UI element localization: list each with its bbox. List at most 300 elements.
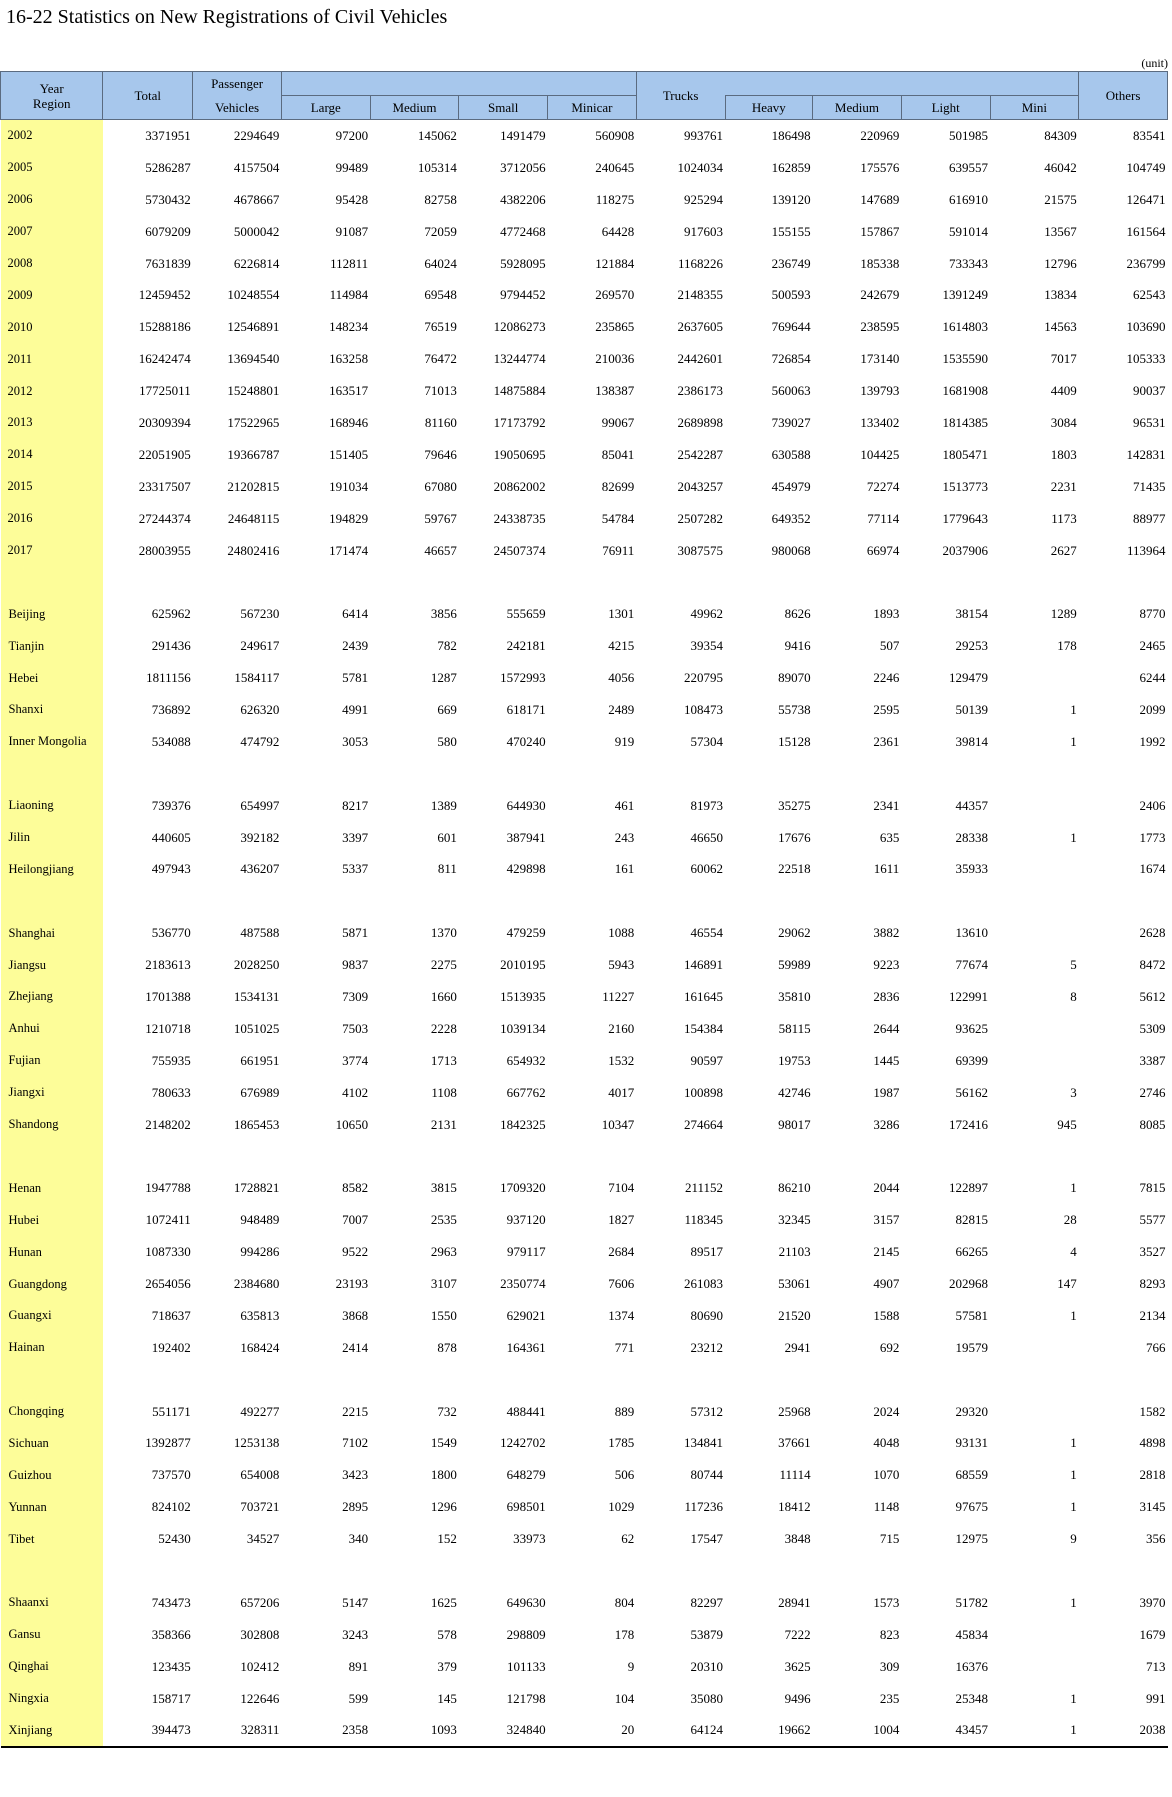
table-cell: 1573	[873, 1594, 900, 1610]
table-cell: 33973	[513, 1531, 546, 1547]
table-cell: 2654056	[145, 1276, 191, 1291]
table-cell: 46042	[1044, 159, 1077, 175]
table-cell: 713	[1146, 1658, 1166, 1674]
table-cell: 28	[1063, 1212, 1077, 1228]
row-label: Chongqing	[1, 1396, 103, 1428]
spacer-cell	[103, 885, 193, 917]
table-body	[1, 120, 1168, 1748]
table-row	[1, 1332, 1168, 1364]
spacer-cell	[813, 885, 902, 917]
table-cell: 93131	[955, 1435, 989, 1451]
table-row	[1, 343, 1168, 375]
spacer-cell	[901, 758, 990, 790]
table-row	[1, 1013, 1168, 1045]
table-cell: 35275	[778, 797, 811, 813]
table-cell	[990, 853, 1079, 885]
table-cell: 4409	[1050, 383, 1077, 399]
spacer-row	[1, 758, 1168, 790]
table-cell: 379	[437, 1658, 457, 1674]
table-cell: 1842325	[500, 1116, 546, 1132]
table-cell: 14563	[1044, 319, 1077, 335]
table-cell: 97675	[955, 1499, 989, 1515]
table-cell: 62543	[1133, 287, 1166, 303]
table-cell: 122991	[949, 988, 989, 1004]
table-cell: 242679	[860, 287, 900, 303]
table-cell: 104	[614, 1690, 635, 1706]
table-cell: 1588	[873, 1307, 900, 1323]
spacer-row	[1, 1364, 1168, 1396]
spacer-cell	[370, 1364, 459, 1396]
table-cell: 2941	[784, 1339, 811, 1355]
table-row	[1, 1683, 1168, 1715]
table-cell: 161564	[1126, 223, 1166, 239]
table-cell: 979117	[507, 1244, 546, 1260]
registrations-table	[0, 71, 1168, 1748]
table-cell: 324840	[459, 1715, 548, 1748]
table-cell: 32345	[778, 1212, 811, 1228]
table-cell: 1242702	[500, 1435, 546, 1451]
spacer-cell	[103, 1364, 193, 1396]
table-cell: 925294	[684, 191, 724, 207]
row-label: Guizhou	[1, 1459, 103, 1491]
table-cell: 4	[1070, 1244, 1077, 1260]
table-cell: 62	[621, 1531, 635, 1547]
table-cell: 736892	[151, 701, 191, 717]
table-cell: 121884	[595, 255, 635, 271]
table-cell: 172416	[949, 1116, 989, 1132]
table-cell: 2627	[1050, 542, 1077, 558]
table-cell: 500593	[771, 287, 811, 303]
table-cell: 804	[614, 1594, 635, 1610]
table-cell: 67080	[424, 478, 457, 494]
table-cell: 123435	[151, 1658, 191, 1674]
spacer-cell	[548, 1141, 637, 1173]
table-cell: 891	[348, 1658, 369, 1674]
table-cell: 64024	[424, 255, 457, 271]
spacer-cell	[1079, 758, 1168, 790]
table-row	[1, 1651, 1168, 1683]
table-cell: 99067	[601, 414, 635, 430]
table-cell: 5612	[1139, 988, 1166, 1004]
table-cell: 4157504	[233, 159, 280, 175]
table-cell: 298809	[506, 1626, 546, 1642]
table-cell: 4898	[1139, 1435, 1166, 1451]
table-cell: 1391249	[942, 287, 989, 303]
table-cell: 1779643	[942, 510, 989, 526]
table-cell: 811	[437, 861, 457, 877]
table-row	[1, 503, 1168, 535]
table-cell: 1660	[430, 988, 457, 1004]
table-cell: 236749	[771, 255, 811, 271]
table-cell: 178	[1057, 638, 1077, 654]
table-cell: 118345	[684, 1212, 724, 1228]
table-cell: 7007	[342, 1212, 369, 1228]
table-cell: 1513773	[942, 478, 989, 494]
table-row	[1, 949, 1168, 981]
table-cell: 2818	[1139, 1467, 1166, 1483]
table-cell: 20309394	[138, 414, 191, 430]
table-row	[1, 1523, 1168, 1555]
table-cell: 21575	[1044, 191, 1077, 207]
table-cell: 1893	[873, 606, 900, 622]
table-cell: 5928095	[500, 255, 546, 271]
table-cell: 129479	[949, 670, 989, 686]
table-cell: 9794452	[500, 287, 546, 303]
table-cell: 2386173	[677, 383, 724, 399]
table-cell: 766	[1146, 1339, 1166, 1355]
table-cell: 1803	[1050, 446, 1077, 462]
header-large: Large	[281, 96, 370, 120]
table-cell: 7222	[784, 1626, 811, 1642]
table-cell: 2895	[342, 1499, 369, 1515]
table-cell: 118275	[595, 191, 635, 207]
table-cell: 3397	[342, 829, 369, 845]
table-cell: 79646	[424, 446, 457, 462]
spacer-cell	[1079, 1555, 1168, 1587]
table-cell	[990, 1045, 1079, 1077]
table-cell: 269570	[595, 287, 635, 303]
table-cell: 80744	[690, 1467, 724, 1483]
row-label: Guangdong	[1, 1268, 103, 1300]
table-cell: 948489	[240, 1212, 280, 1228]
table-cell: 147	[1057, 1276, 1077, 1291]
table-cell: 2145	[873, 1244, 900, 1260]
table-cell: 2231	[1050, 478, 1077, 494]
table-cell: 1029	[608, 1499, 635, 1515]
table-cell: 37661	[778, 1435, 811, 1451]
table-cell: 3286	[873, 1116, 900, 1132]
row-label: Yunnan	[1, 1491, 103, 1523]
table-cell: 192402	[151, 1339, 191, 1355]
table-cell: 163517	[329, 383, 369, 399]
table-row	[1, 407, 1168, 439]
table-cell	[990, 1396, 1079, 1428]
table-cell: 1	[1070, 1467, 1077, 1483]
table-cell: 1	[1070, 1435, 1077, 1451]
table-cell: 113964	[1126, 542, 1166, 558]
table-cell: 1572993	[500, 670, 546, 686]
spacer-cell	[725, 1555, 813, 1587]
row-label: 2015	[1, 471, 103, 503]
spacer-cell	[103, 566, 193, 598]
row-label: Liaoning	[1, 790, 103, 822]
table-cell: 1535590	[942, 351, 989, 367]
spacer-cell	[370, 566, 459, 598]
table-cell: 72274	[866, 478, 900, 494]
table-cell: 121798	[506, 1690, 546, 1706]
spacer-cell	[636, 566, 725, 598]
table-cell: 1173	[1051, 510, 1077, 526]
spacer-cell	[990, 1141, 1079, 1173]
table-cell: 1532	[608, 1052, 635, 1068]
table-cell: 49962	[690, 606, 724, 622]
table-cell: 164361	[506, 1339, 546, 1355]
table-cell: 1709320	[500, 1180, 546, 1196]
table-cell: 46554	[690, 925, 724, 941]
table-cell: 629021	[506, 1307, 546, 1323]
spacer-cell	[548, 885, 637, 917]
table-cell: 145062	[417, 127, 457, 143]
table-cell: 917603	[684, 223, 724, 239]
table-cell: 235	[879, 1690, 900, 1706]
table-cell: 991	[1146, 1690, 1166, 1706]
table-cell: 3712056	[500, 159, 546, 175]
table-cell: 3970	[1139, 1594, 1166, 1610]
table-cell: 2148355	[677, 287, 724, 303]
table-cell: 80690	[690, 1307, 724, 1323]
table-cell: 1088	[608, 925, 635, 941]
table-cell: 19662	[725, 1715, 813, 1748]
table-cell: 3243	[342, 1626, 369, 1642]
table-cell: 39354	[690, 638, 724, 654]
spacer-cell	[725, 1364, 813, 1396]
table-cell: 1549	[430, 1435, 457, 1451]
table-cell: 436207	[240, 861, 280, 877]
table-cell: 2358	[281, 1715, 370, 1748]
table-cell: 97200	[335, 127, 369, 143]
table-cell: 2010195	[500, 957, 546, 973]
spacer-cell	[636, 1555, 725, 1587]
table-row	[1, 471, 1168, 503]
table-cell: 474792	[240, 733, 280, 749]
table-cell: 3882	[873, 925, 900, 941]
spacer-cell	[548, 1364, 637, 1396]
spacer-cell	[459, 1141, 548, 1173]
table-cell: 1296	[430, 1499, 457, 1515]
table-cell: 1805471	[942, 446, 989, 462]
table-cell: 155155	[771, 223, 811, 239]
table-cell: 147689	[860, 191, 900, 207]
table-cell: 76472	[424, 351, 457, 367]
table-cell: 7631839	[145, 255, 191, 271]
table-cell: 58115	[778, 1020, 811, 1036]
table-cell: 4102	[342, 1084, 369, 1100]
table-cell: 3087575	[677, 542, 724, 558]
table-cell: 2406	[1139, 797, 1166, 813]
table-cell: 1992	[1139, 733, 1166, 749]
table-cell	[990, 1332, 1079, 1364]
table-cell: 5730432	[145, 191, 191, 207]
table-row	[1, 598, 1168, 630]
table-cell: 20310	[690, 1658, 724, 1674]
table-cell: 461	[614, 797, 635, 813]
table-cell: 2414	[342, 1339, 369, 1355]
row-label: Inner Mongolia	[1, 726, 103, 758]
table-cell: 13567	[1044, 223, 1077, 239]
table-cell: 6414	[342, 606, 369, 622]
table-cell: 122897	[949, 1180, 989, 1196]
table-cell: 6226814	[233, 255, 280, 271]
table-cell: 11227	[602, 988, 635, 1004]
table-cell: 6244	[1139, 670, 1166, 686]
table-cell: 90597	[690, 1052, 724, 1068]
table-cell: 20	[548, 1715, 637, 1748]
spacer-row	[1, 885, 1168, 917]
table-cell: 889	[614, 1403, 635, 1419]
table-cell: 18412	[778, 1499, 811, 1515]
header-total: Total	[103, 72, 193, 120]
table-cell: 14875884	[493, 383, 546, 399]
spacer-cell	[193, 1141, 282, 1173]
table-cell: 1	[1070, 1307, 1077, 1323]
row-label: Jiangsu	[1, 949, 103, 981]
table-cell: 9223	[873, 957, 900, 973]
spacer-cell	[636, 758, 725, 790]
table-cell: 29253	[955, 638, 989, 654]
table-cell: 9837	[342, 957, 369, 973]
row-label: 2002	[1, 120, 103, 152]
table-cell: 5871	[342, 925, 369, 941]
table-cell: 2689898	[677, 414, 724, 430]
table-cell: 560908	[595, 127, 635, 143]
table-cell: 536770	[151, 925, 191, 941]
table-cell: 8770	[1139, 606, 1166, 622]
table-cell: 81973	[690, 797, 724, 813]
table-cell: 13834	[1044, 287, 1077, 303]
table-cell: 52430	[158, 1531, 191, 1547]
table-row	[1, 120, 1168, 152]
spacer-cell	[1, 1555, 103, 1587]
table-cell: 16242474	[138, 351, 191, 367]
table-cell: 7102	[342, 1435, 369, 1451]
table-cell: 102412	[240, 1658, 280, 1674]
table-cell: 2038	[1079, 1715, 1168, 1748]
table-cell: 626320	[240, 701, 280, 717]
spacer-cell	[281, 1555, 370, 1587]
table-row	[1, 662, 1168, 694]
table-cell: 506	[614, 1467, 635, 1483]
table-cell: 12459452	[138, 287, 191, 303]
table-cell: 39814	[955, 733, 989, 749]
table-cell: 2442601	[677, 351, 724, 367]
spacer-cell	[813, 1364, 902, 1396]
header-medium: Medium	[370, 96, 459, 120]
spacer-cell	[725, 758, 813, 790]
table-cell: 9416	[784, 638, 811, 654]
table-cell: 1024034	[677, 159, 724, 175]
table-cell: 2294649	[233, 127, 280, 143]
table-cell: 2637605	[677, 319, 724, 335]
table-cell: 1491479	[500, 127, 546, 143]
table-cell: 2024	[873, 1403, 900, 1419]
table-row	[1, 375, 1168, 407]
row-label: 2007	[1, 216, 103, 248]
table-row	[1, 1204, 1168, 1236]
spacer-row	[1, 566, 1168, 598]
table-cell: 2465	[1139, 638, 1166, 654]
table-cell: 718637	[151, 1307, 191, 1323]
table-cell: 76911	[602, 542, 635, 558]
table-cell: 8293	[1139, 1276, 1166, 1291]
table-cell: 737570	[151, 1467, 191, 1483]
table-row	[1, 630, 1168, 662]
row-label: 2006	[1, 184, 103, 216]
table-cell: 2183613	[145, 957, 191, 973]
spacer-cell	[1, 566, 103, 598]
table-cell: 823	[879, 1626, 900, 1642]
spacer-cell	[459, 566, 548, 598]
table-cell: 2043257	[677, 478, 724, 494]
row-label: 2014	[1, 439, 103, 471]
table-cell: 99489	[335, 159, 369, 175]
table-cell: 2275	[430, 957, 457, 973]
table-cell: 1	[1070, 733, 1077, 749]
row-label: 2009	[1, 279, 103, 311]
spacer-cell	[813, 1141, 902, 1173]
table-row	[1, 152, 1168, 184]
table-cell: 1	[1070, 1180, 1077, 1196]
table-cell: 220795	[684, 670, 724, 686]
table-cell: 440605	[151, 829, 191, 845]
table-cell: 8626	[784, 606, 811, 622]
table-cell: 2228	[430, 1020, 457, 1036]
table-cell: 2134	[1139, 1307, 1166, 1323]
table-cell: 66265	[955, 1244, 989, 1260]
table-cell: 105333	[1126, 351, 1166, 367]
table-cell: 17725011	[139, 383, 191, 399]
table-cell: 1679	[1139, 1626, 1166, 1642]
table-cell: 53879	[690, 1626, 724, 1642]
table-cell: 1253138	[233, 1435, 280, 1451]
table-cell: 2384680	[233, 1276, 280, 1291]
spacer-cell	[281, 885, 370, 917]
table-cell: 10347	[601, 1116, 635, 1132]
table-cell: 28941	[778, 1594, 811, 1610]
table-row	[1, 1045, 1168, 1077]
table-cell: 154384	[684, 1020, 724, 1036]
table-cell: 220969	[860, 127, 900, 143]
table-row	[1, 1396, 1168, 1428]
table-cell: 57581	[955, 1307, 989, 1323]
table-cell: 21520	[778, 1307, 811, 1323]
row-label: Sichuan	[1, 1428, 103, 1460]
table-cell: 732	[437, 1403, 457, 1419]
table-cell: 3625	[784, 1658, 811, 1674]
table-cell: 919	[614, 733, 635, 749]
table-cell: 100898	[684, 1084, 724, 1100]
table-cell: 5000042	[233, 223, 280, 239]
table-cell: 3868	[342, 1307, 369, 1323]
table-cell: 191034	[329, 478, 369, 494]
table-cell: 8472	[1139, 957, 1166, 973]
table-cell: 497943	[151, 861, 191, 877]
table-cell: 2160	[608, 1020, 635, 1036]
spacer-cell	[813, 566, 902, 598]
table-cell: 15288186	[138, 319, 191, 335]
table-cell: 24338735	[493, 510, 546, 526]
table-cell: 994286	[240, 1244, 280, 1260]
table-cell: 618171	[506, 701, 546, 717]
row-label: Guangxi	[1, 1300, 103, 1332]
table-cell: 3848	[784, 1531, 811, 1547]
table-cell: 630588	[771, 446, 811, 462]
table-cell: 3084	[1050, 414, 1077, 430]
table-cell: 2044	[873, 1180, 900, 1196]
table-cell: 13610	[955, 925, 989, 941]
table-cell: 1614803	[942, 319, 989, 335]
table-cell: 103690	[1126, 319, 1166, 335]
table-cell: 667762	[506, 1084, 546, 1100]
table-row	[1, 726, 1168, 758]
table-cell: 5577	[1139, 1212, 1166, 1228]
table-cell: 162859	[771, 159, 811, 175]
table-cell: 104749	[1126, 159, 1166, 175]
row-label: Hebei	[1, 662, 103, 694]
table-cell: 4907	[873, 1276, 900, 1291]
table-cell: 1	[1070, 1499, 1077, 1515]
table-cell: 16376	[955, 1658, 989, 1674]
table-cell: 1625	[430, 1594, 457, 1610]
